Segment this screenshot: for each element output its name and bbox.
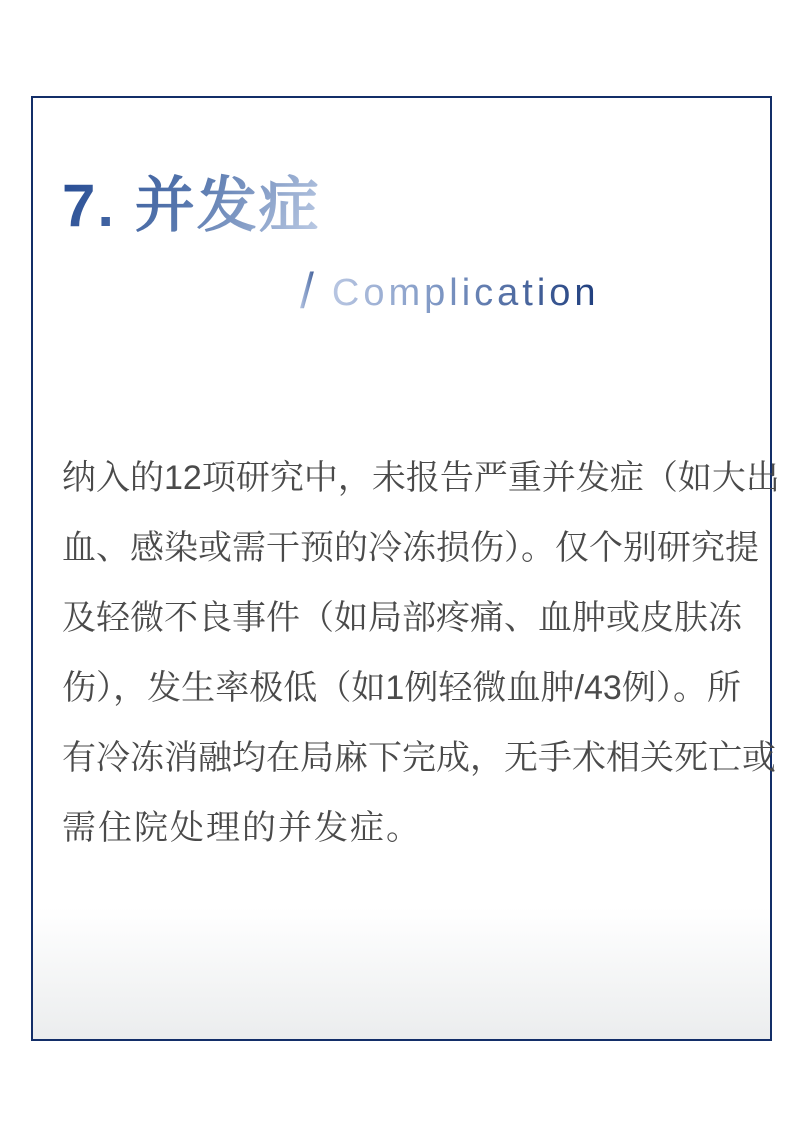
section-subtitle-text: Complication [332, 265, 600, 321]
body-text-line: 及轻微不良事件（如局部疼痛、血肿或皮肤冻 [62, 599, 742, 637]
body-text-line: 需住院处理的并发症。 [62, 809, 422, 847]
slash-separator-icon: / [300, 263, 318, 319]
body-text-line: 纳入的12项研究中，未报告严重并发症（如大出 [62, 459, 780, 497]
body-text-line: 血、感染或需干预的冷冻损伤）。仅个别研究提 [62, 529, 759, 567]
content-card [31, 96, 780, 1041]
body-text-line: 伤），发生率极低（如1例轻微血肿/43例）。所 [62, 669, 741, 707]
body-text-line: 有冷冻消融均在局麻下完成，无手术相关死亡或 [62, 739, 776, 777]
section-subtitle [300, 265, 741, 321]
body-paragraph [62, 443, 780, 863]
section-title: 7. 并发症 [62, 172, 321, 239]
